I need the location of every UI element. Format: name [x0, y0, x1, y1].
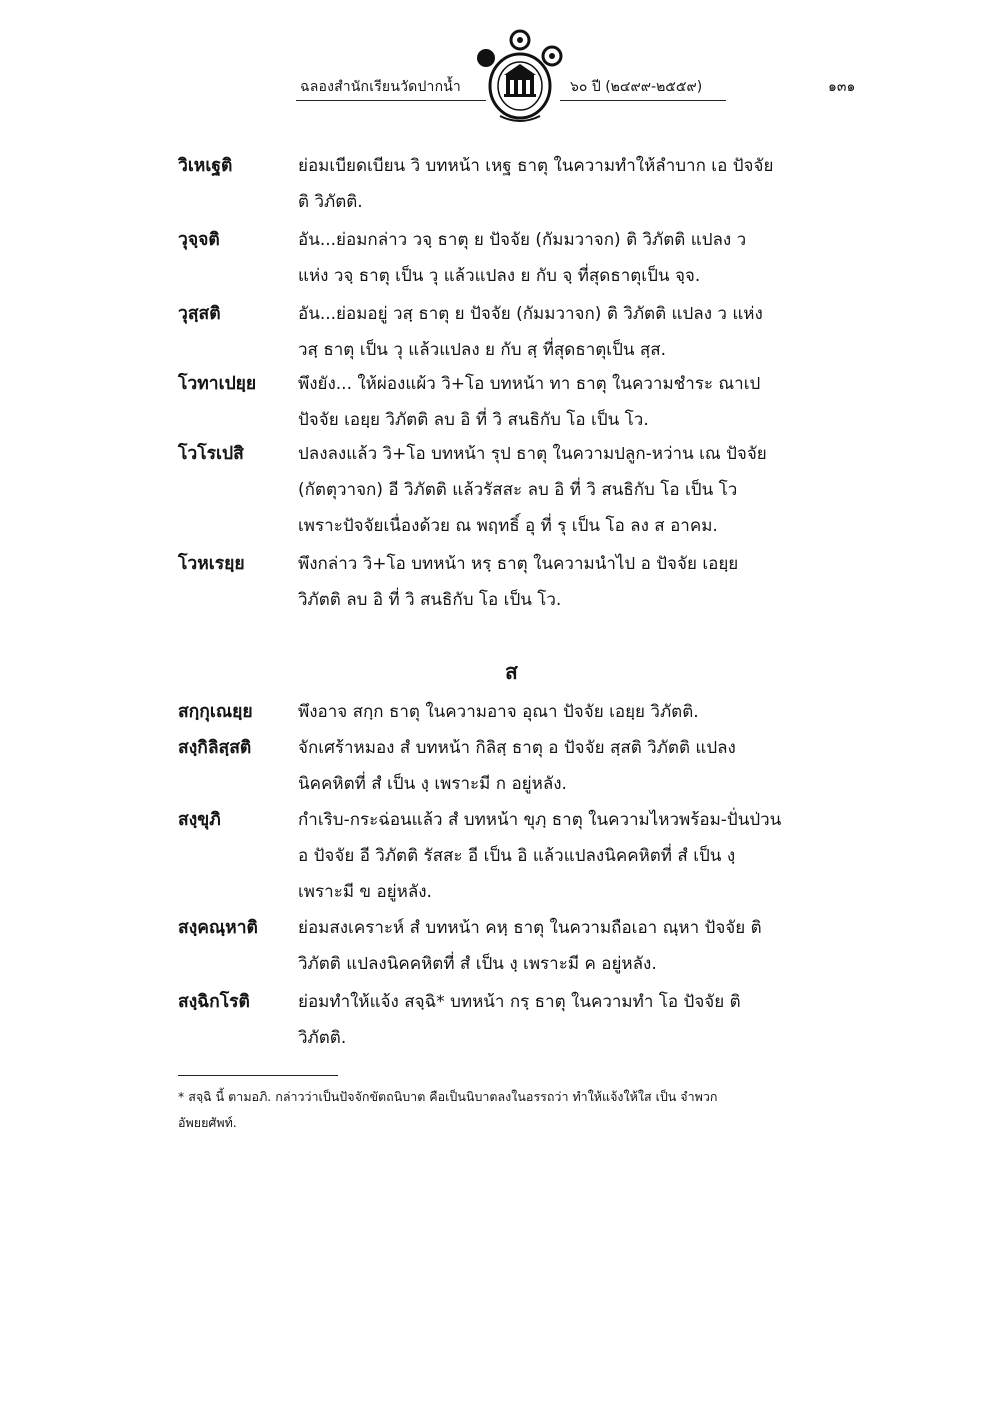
entry-definition — [298, 910, 868, 982]
definition-line: ปลงลงแล้ว วิ+โอ บทหน้า รุป ธาตุ ในความปลูก-หว่าน เณ ปัจจัย — [298, 444, 767, 464]
definition-line: ย่อมสงเคราะห์ สํ บทหน้า คหฺ ธาตุ ในความถือเอา ณฺหา ปัจจัย ติ — [298, 918, 762, 938]
definition-line: วิภัตติ ลบ อิ ที่ วิ สนธิกับ โอ เป็น โว. — [298, 590, 562, 610]
header-left-text: ฉลองสำนักเรียนวัดปากน้ำ — [300, 79, 461, 95]
entry-definition — [298, 730, 868, 802]
entry-term: โวโรเปสิ — [178, 444, 244, 464]
definition-line: (กัตตุวาจก) อี วิภัตติ แล้วรัสสะ ลบ อิ ที่ วิ สนธิกับ โอ เป็น โว — [298, 480, 738, 500]
definition-line: ย่อมเบียดเบียน วิ บทหน้า เหฐ ธาตุ ในความทำให้ลำบาก เอ ปัจจัย — [298, 156, 774, 176]
entry-definition — [298, 694, 868, 730]
entry-term: สงฺคณฺหาติ — [178, 918, 258, 938]
definition-line: นิคคหิตที่ สํ เป็น งฺ เพราะมี ก อยู่หลัง. — [298, 774, 567, 794]
definition-line: จักเศร้าหมอง สํ บทหน้า กิลิสฺ ธาตุ อ ปัจจัย สฺสติ วิภัตติ แปลง — [298, 738, 736, 758]
entry-term: สงฺฉิกโรติ — [178, 992, 250, 1012]
entry-term: สงฺขุภิ — [178, 810, 221, 830]
temple-emblem-icon — [470, 18, 570, 130]
entry-term: สงฺกิลิสฺสติ — [178, 738, 252, 758]
entry-term: สกฺกุเณยฺย — [178, 702, 253, 722]
entry-term: วิเหเฐติ — [178, 156, 233, 176]
definition-line: เพราะปัจจัยเนื่องด้วย ณ พฤทธิ์ อุ ที่ รุ เป็น โอ ลง ส อาคม. — [298, 516, 718, 536]
definition-line: พึงยัง... ให้ผ่องแผ้ว วิ+โอ บทหน้า ทา ธาตุ ในความชำระ ณาเป — [298, 374, 761, 394]
entry-definition — [298, 296, 868, 368]
definition-line: พึงกล่าว วิ+โอ บทหน้า หรฺ ธาตุ ในความนำไป อ ปัจจัย เอยฺย — [298, 554, 739, 574]
page-number: ๑๓๑ — [828, 79, 856, 95]
definition-line: ติ วิภัตติ. — [298, 192, 363, 212]
entry-definition — [298, 546, 868, 618]
definition-line: เพราะมี ข อยู่หลัง. — [298, 882, 432, 902]
definition-line: วิภัตติ แปลงนิคคหิตที่ สํ เป็น งฺ เพราะมี ค อยู่หลัง. — [298, 954, 657, 974]
definition-line: อ ปัจจัย อี วิภัตติ รัสสะ อี เป็น อิ แล้วแปลงนิคคหิตที่ สํ เป็น งฺ — [298, 846, 736, 866]
header-rule-right — [560, 100, 726, 101]
definition-line: ย่อมทำให้แจ้ง สจฺฉิ* บทหน้า กรฺ ธาตุ ในความทำ โอ ปัจจัย ติ — [298, 992, 741, 1012]
entry-term: โวหเรยฺย — [178, 554, 245, 574]
definition-line: พึงอาจ สกฺก ธาตุ ในความอาจ อุณา ปัจจัย เอยฺย วิภัตติ. — [298, 702, 699, 722]
entry-definition — [298, 148, 868, 220]
definition-line: วิภัตติ. — [298, 1028, 347, 1048]
entry-term: วุจฺจติ — [178, 230, 220, 250]
header-anniversary-text: ๖๐ ปี (๒๔๙๙-๒๕๕๙) — [570, 79, 703, 95]
definition-line: วสฺ ธาตุ เป็น วุ แล้วแปลง ย กับ สฺ ที่สุดธาตุเป็น สฺส. — [298, 340, 667, 360]
footnote-line: อัพยยศัพท์. — [178, 1115, 237, 1130]
footnote-line: * สจฺฉิ นี้ ตามอภิ. กล่าวว่าเป็นปัจจักขัตถนิบาต คือเป็นนิบาตลงในอรรถว่า ทำให้แจ้งให้ใส เป็น จำพวก — [178, 1089, 718, 1104]
footnote — [178, 1084, 868, 1136]
section-heading-letter: ส — [505, 660, 518, 684]
entry-definition — [298, 222, 868, 294]
entry-term: โวทาเปยฺย — [178, 374, 257, 394]
entry-definition — [298, 366, 868, 438]
header-rule-left — [296, 100, 486, 101]
entry-term: วุสฺสติ — [178, 304, 221, 324]
entry-definition — [298, 802, 868, 910]
definition-line: อัน...ย่อมอยู่ วสฺ ธาตุ ย ปัจจัย (กัมมวาจก) ติ วิภัตติ แปลง ว แห่ง — [298, 304, 763, 324]
footnote-rule — [178, 1075, 338, 1076]
definition-line: แห่ง วจฺ ธาตุ เป็น วุ แล้วแปลง ย กับ จฺ ที่สุดธาตุเป็น จฺจ. — [298, 266, 701, 286]
entry-definition — [298, 436, 868, 544]
entry-definition — [298, 984, 868, 1056]
definition-line: ปัจจัย เอยฺย วิภัตติ ลบ อิ ที่ วิ สนธิกับ โอ เป็น โว. — [298, 410, 649, 430]
definition-line: กำเริบ-กระฉ่อนแล้ว สํ บทหน้า ขุภฺ ธาตุ ในความไหวพร้อม-ปั่นป่วน — [298, 810, 782, 830]
definition-line: อัน...ย่อมกล่าว วจฺ ธาตุ ย ปัจจัย (กัมมวาจก) ติ วิภัตติ แปลง ว — [298, 230, 747, 250]
